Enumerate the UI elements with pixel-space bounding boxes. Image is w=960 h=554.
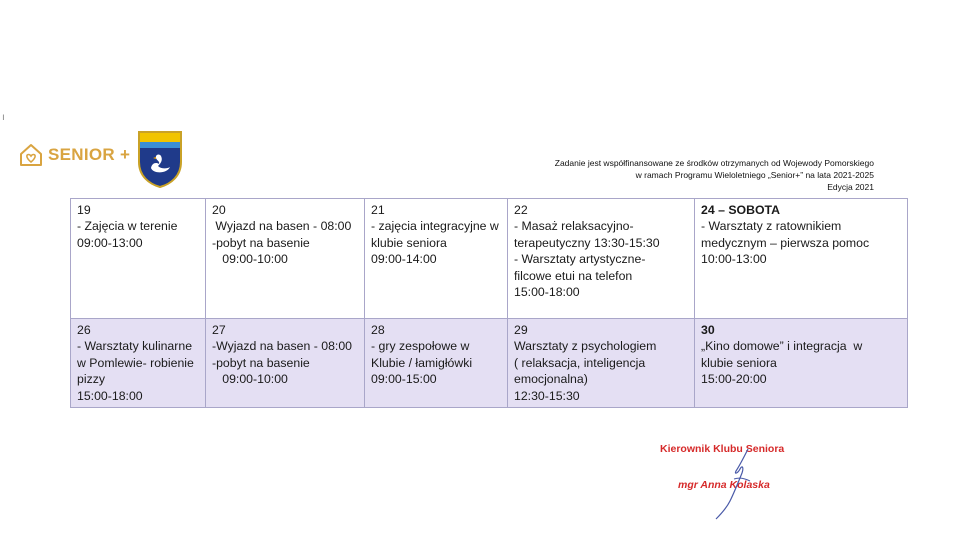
activity-line: -pobyt na basenie: [212, 235, 310, 250]
schedule-table: [70, 198, 908, 408]
signature-name: mgr Anna Kolaska: [678, 479, 770, 491]
day-number: 24 – SOBOTA: [701, 203, 781, 217]
day-number: 21: [371, 203, 385, 217]
activity-line: Warsztaty z psychologiem: [514, 339, 657, 354]
activity-line: „Kino domowe” i integracja w: [701, 339, 863, 354]
activity-line: - gry zespołowe w: [371, 339, 470, 354]
day-cell: [206, 199, 365, 319]
day-cell: [695, 319, 908, 408]
activity-line: 15:00-18:00: [77, 388, 143, 403]
activity-line: klubie seniora: [701, 355, 777, 370]
senior-plus-logo: [18, 140, 130, 170]
funding-line: w ramach Programu Wieloletniego „Senior+” na lata 2021-2025: [635, 170, 874, 180]
scan-mark: ı: [2, 112, 5, 123]
day-number: 29: [514, 323, 528, 337]
funding-line: Zadanie jest współfinansowane ze środków otrzymanych od Wojewody Pomorskiego: [554, 158, 874, 168]
activity-line: - Masaż relaksacyjno-: [514, 219, 634, 234]
week-row: [71, 319, 908, 408]
activity-line: - Zajęcia w terenie: [77, 219, 178, 234]
day-cell: [365, 199, 508, 319]
logo-text: SENIOR +: [48, 145, 131, 164]
activity-line: 09:00-10:00: [212, 252, 288, 267]
day-cell: [71, 319, 206, 408]
activity-line: -pobyt na basenie: [212, 355, 310, 370]
activity-line: 09:00-13:00: [77, 235, 143, 250]
activity-line: medycznym – pierwsza pomoc: [701, 235, 870, 250]
day-number: 20: [212, 203, 226, 217]
activity-line: - Warsztaty z ratownikiem: [701, 219, 842, 234]
house-heart-icon: [18, 142, 44, 168]
activity-line: 09:00-15:00: [371, 372, 437, 387]
activity-line: klubie seniora: [371, 235, 447, 250]
activity-line: - zajęcia integracyjne w: [371, 219, 499, 234]
activity-line: pizzy: [77, 372, 106, 387]
activity-line: 12:30-15:30: [514, 388, 580, 403]
day-number: 28: [371, 323, 385, 337]
activity-line: w Pomlewie- robienie: [77, 355, 194, 370]
funding-line: Edycja 2021: [827, 182, 874, 192]
day-number: 30: [701, 323, 715, 337]
activity-line: filcowe etui na telefon: [514, 268, 633, 283]
day-number: 26: [77, 323, 91, 337]
activity-line: emocjonalna): [514, 372, 588, 387]
activity-line: 09:00-14:00: [371, 252, 437, 267]
activity-line: -Wyjazd na basen - 08:00: [212, 339, 353, 354]
signature-block: [660, 443, 840, 523]
activity-line: terapeutyczny 13:30-15:30: [514, 235, 660, 250]
activity-line: 15:00-20:00: [701, 372, 767, 387]
swan-crest-emblem: [137, 130, 183, 188]
day-cell: [206, 319, 365, 408]
activity-line: - Warsztaty artystyczne-: [514, 252, 646, 267]
day-cell: [508, 319, 695, 408]
funding-notice: [454, 157, 874, 193]
activity-line: 10:00-13:00: [701, 252, 767, 267]
day-number: 22: [514, 203, 528, 217]
activity-line: Klubie / łamigłówki: [371, 355, 473, 370]
day-cell: [365, 319, 508, 408]
activity-line: Wyjazd na basen - 08:00: [212, 219, 352, 234]
day-cell: [508, 199, 695, 319]
day-number: 19: [77, 203, 91, 217]
day-cell: [71, 199, 206, 319]
activity-line: 09:00-10:00: [212, 372, 288, 387]
signature-role: Kierownik Klubu Seniora: [660, 443, 785, 455]
day-cell: [695, 199, 908, 319]
handwritten-signature: [690, 441, 760, 521]
activity-line: 15:00-18:00: [514, 285, 580, 300]
activity-line: ( relaksacja, inteligencja: [514, 355, 646, 370]
activity-line: - Warsztaty kulinarne: [77, 339, 193, 354]
day-number: 27: [212, 323, 226, 337]
week-row: [71, 199, 908, 319]
